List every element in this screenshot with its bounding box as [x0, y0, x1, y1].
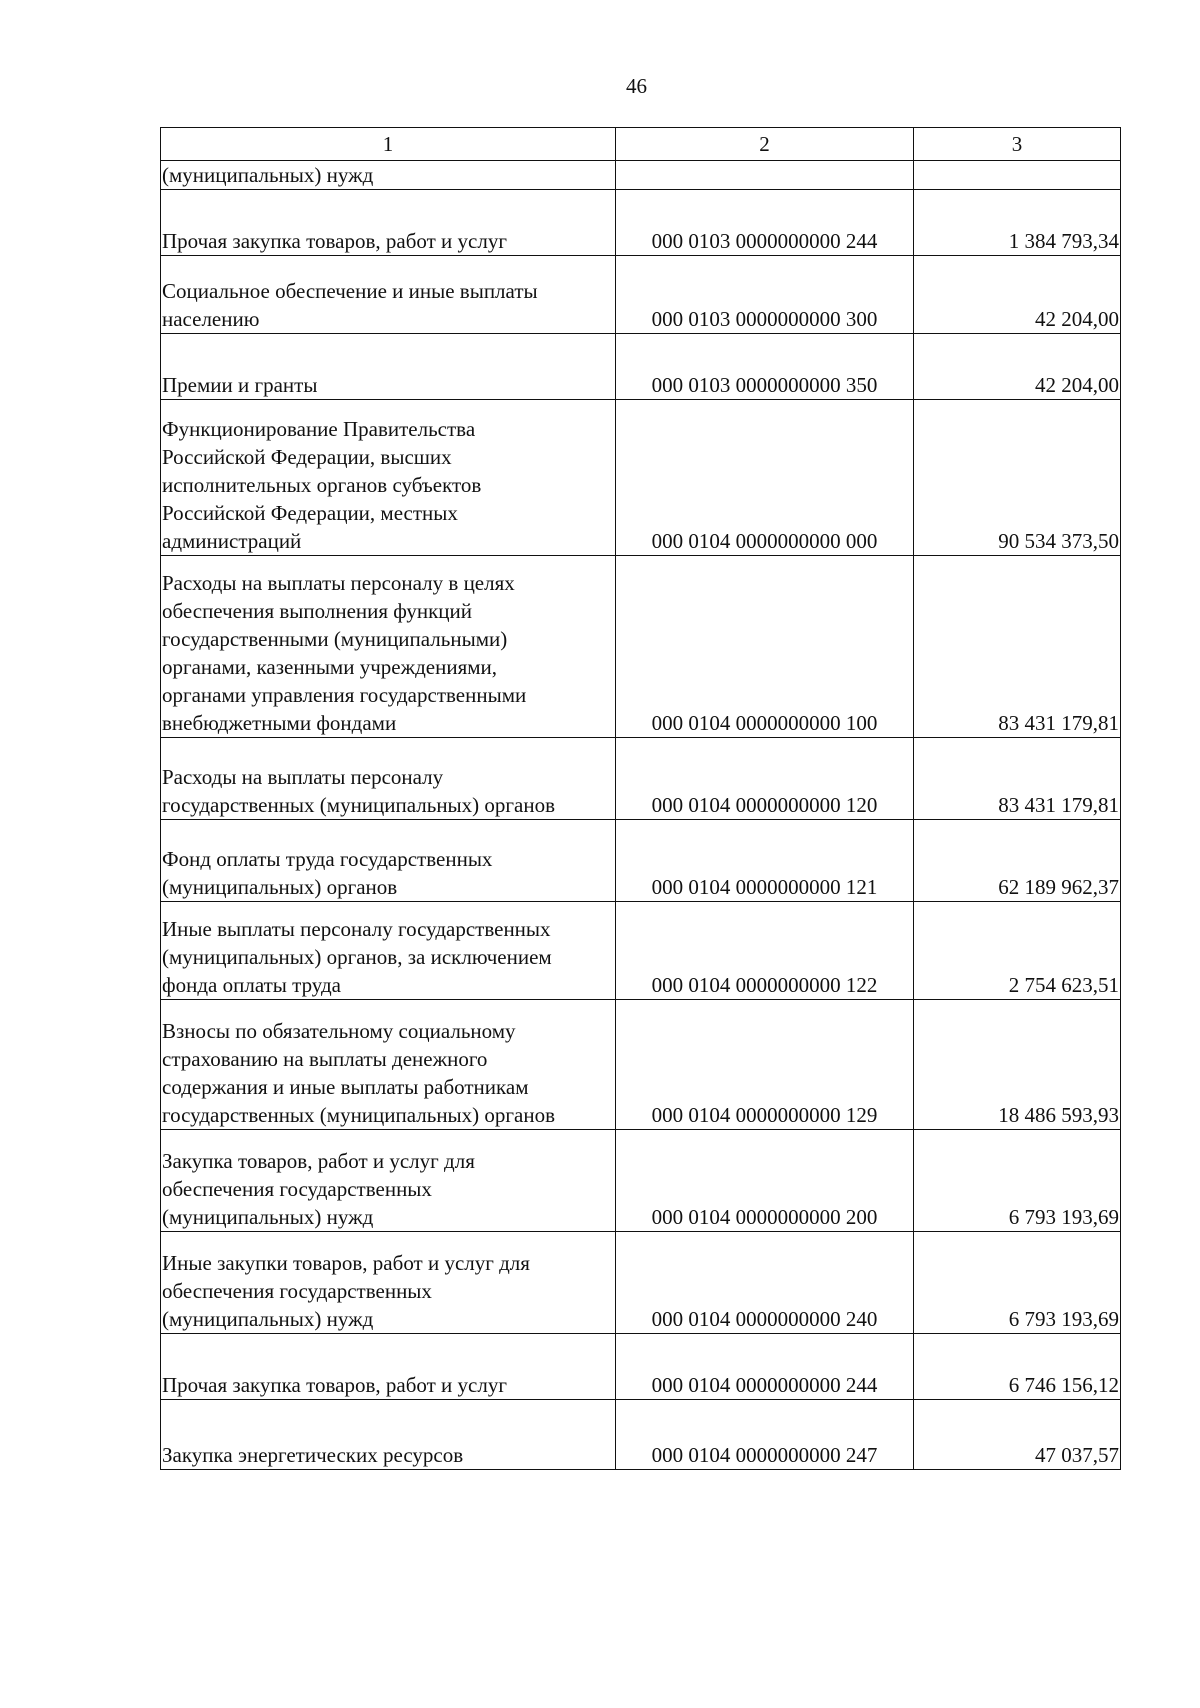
row-amount: 62 189 962,37 [914, 820, 1121, 902]
row-code: 000 0104 0000000000 100 [616, 556, 914, 738]
row-amount [914, 161, 1121, 190]
row-code: 000 0104 0000000000 000 [616, 400, 914, 556]
row-amount: 83 431 179,81 [914, 738, 1121, 820]
row-amount: 18 486 593,93 [914, 1000, 1121, 1130]
row-code: 000 0104 0000000000 244 [616, 1334, 914, 1400]
row-name-text: Взносы по обязательному социальному страхованию на выплаты денежного содержания и иные выплаты работникам государственных (муниципальных) органов [162, 1019, 556, 1127]
row-name [161, 820, 616, 902]
row-code: 000 0104 0000000000 120 [616, 738, 914, 820]
row-amount: 6 793 193,69 [914, 1130, 1121, 1232]
row-name-text: Иные выплаты персоналу государственных (муниципальных) органов, за исключением фонда оплаты труда [162, 917, 552, 997]
row-name [161, 334, 616, 400]
row-code: 000 0104 0000000000 247 [616, 1400, 914, 1470]
row-name-text: Расходы на выплаты персоналу государственных (муниципальных) органов [162, 765, 556, 817]
table-row [161, 334, 1121, 400]
table-row [161, 1232, 1121, 1334]
row-code: 000 0104 0000000000 200 [616, 1130, 914, 1232]
row-name [161, 1334, 616, 1400]
row-name-text: Иные закупки товаров, работ и услуг для обеспечения государственных (муниципальных) нужд [162, 1251, 530, 1331]
column-header-3: 3 [914, 128, 1121, 161]
row-name-text: Закупка товаров, работ и услуг для обеспечения государственных (муниципальных) нужд [162, 1149, 475, 1229]
row-name [161, 190, 616, 256]
row-name [161, 902, 616, 1000]
table-row [161, 1000, 1121, 1130]
row-amount: 42 204,00 [914, 334, 1121, 400]
table-row [161, 556, 1121, 738]
row-name [161, 556, 616, 738]
row-amount: 83 431 179,81 [914, 556, 1121, 738]
row-name [161, 256, 616, 334]
row-name-text: Прочая закупка товаров, работ и услуг [162, 1373, 507, 1397]
row-name [161, 1400, 616, 1470]
table-row [161, 256, 1121, 334]
row-code: 000 0103 0000000000 350 [616, 334, 914, 400]
table-row [161, 161, 1121, 190]
row-name [161, 738, 616, 820]
row-amount: 1 384 793,34 [914, 190, 1121, 256]
row-name-text: Премии и гранты [162, 373, 318, 397]
table-row [161, 1400, 1121, 1470]
row-name [161, 1000, 616, 1130]
row-code: 000 0104 0000000000 240 [616, 1232, 914, 1334]
row-amount: 42 204,00 [914, 256, 1121, 334]
row-name-text: Фонд оплаты труда государственных (муниципальных) органов [162, 847, 493, 899]
row-name [161, 1232, 616, 1334]
table-row [161, 902, 1121, 1000]
row-name [161, 161, 616, 190]
row-code: 000 0103 0000000000 300 [616, 256, 914, 334]
budget-table [160, 127, 1121, 1470]
row-amount: 2 754 623,51 [914, 902, 1121, 1000]
table-row [161, 738, 1121, 820]
table-row [161, 190, 1121, 256]
row-code [616, 161, 914, 190]
row-code: 000 0104 0000000000 121 [616, 820, 914, 902]
row-name [161, 1130, 616, 1232]
row-name-text: Закупка энергетических ресурсов [162, 1443, 464, 1467]
row-name-text: Прочая закупка товаров, работ и услуг [162, 229, 507, 253]
table-row [161, 1130, 1121, 1232]
column-header-1: 1 [161, 128, 616, 161]
header-row [161, 128, 1121, 161]
table-body [161, 128, 1121, 1470]
row-code: 000 0104 0000000000 122 [616, 902, 914, 1000]
row-amount: 6 746 156,12 [914, 1334, 1121, 1400]
row-code: 000 0103 0000000000 244 [616, 190, 914, 256]
row-name-text: (муниципальных) нужд [162, 163, 374, 187]
page-number: 46 [626, 74, 647, 98]
row-code: 000 0104 0000000000 129 [616, 1000, 914, 1130]
row-name [161, 400, 616, 556]
row-name-text: Расходы на выплаты персоналу в целях обеспечения выполнения функций государственными (муниципальными) органами, казенными учреждениями, органами управления государственными внебюджетными фондами [162, 571, 527, 735]
row-amount: 6 793 193,69 [914, 1232, 1121, 1334]
table-row [161, 820, 1121, 902]
table-row [161, 400, 1121, 556]
row-name-text: Функционирование Правительства Российской Федерации, высших исполнительных органов субъектов Российской Федерации, местных администраций [162, 417, 482, 553]
row-name-text: Социальное обеспечение и иные выплаты населению [162, 279, 538, 331]
table-row [161, 1334, 1121, 1400]
row-amount: 90 534 373,50 [914, 400, 1121, 556]
row-amount: 47 037,57 [914, 1400, 1121, 1470]
column-header-2: 2 [616, 128, 914, 161]
